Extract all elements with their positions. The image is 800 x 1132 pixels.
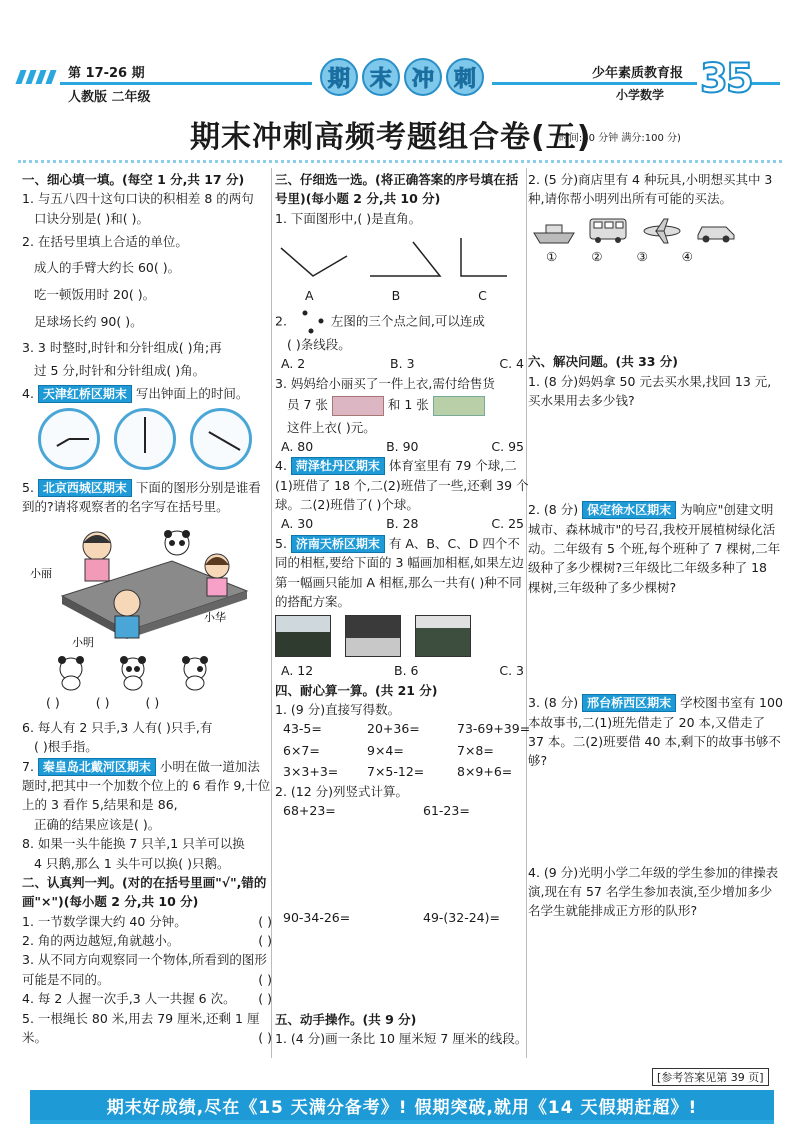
option-label: C <box>478 287 487 303</box>
choice[interactable]: C. 25 <box>491 516 524 532</box>
choice[interactable]: B. 6 <box>394 663 419 679</box>
question-text: 体育室里有 79 个球,二(1)班借了 18 个,二(2)班借了一些,还剩 39 个球。二(2)班借了( )个球。 <box>275 458 529 512</box>
page-number: 35 <box>700 56 752 102</box>
source-tag: 济南天桥区期末 <box>291 535 385 553</box>
vertical-calc-grid <box>283 801 530 928</box>
question-text: 5. 北京西城区期末 下面的图形分别是谁看到的?请将观察者的名字写在括号里。 <box>22 479 261 515</box>
clock-icon <box>190 408 252 470</box>
judge-item <box>22 950 272 989</box>
header-banner <box>312 58 492 98</box>
calc-item: 49-(32-24)= <box>423 910 500 926</box>
question-text: 和 1 张 <box>387 397 429 412</box>
choice[interactable]: C. 4 <box>499 356 524 372</box>
painting-images <box>275 615 530 657</box>
paper-name: 少年素质教育报 <box>592 66 684 81</box>
banner-char: 冲 <box>404 58 442 96</box>
work-space <box>528 266 783 352</box>
question-text: 3. 3 时整时,时针和分针组成( )角;再 <box>22 339 222 355</box>
option-label: A <box>305 287 314 303</box>
work-space <box>528 410 783 500</box>
clock-minute-hand <box>69 438 89 440</box>
calc-item: 7×5-12= <box>367 764 425 780</box>
question-text <box>275 395 530 416</box>
time-note: (时间:40 分钟 满分:100 分) <box>555 133 681 144</box>
panda-icon <box>180 655 210 691</box>
header-stripes <box>18 70 63 84</box>
source-tag: 秦皇岛北戴河区期末 <box>38 758 156 776</box>
painting-image <box>345 615 401 657</box>
question-text: ( )根手指。 <box>34 739 98 755</box>
judge-text: 4. 每 2 人握一次手,3 人一共握 6 次。 <box>22 991 236 1007</box>
question-text: 正确的结果应该是( )。 <box>34 816 161 832</box>
clock-minute-hand <box>221 438 241 451</box>
three-dots-figure <box>291 309 327 335</box>
question-text: 1. 与五八四十这句口诀的积相差 8 的两句 <box>22 191 254 207</box>
clock-hour-hand <box>56 438 69 447</box>
panda-icon <box>56 655 86 691</box>
observer-name: 小明 <box>72 635 94 649</box>
section-title: 三、仔细选一选。(将正确答案的序号填在括号里)(每小题 2 分,共 10 分) <box>275 172 519 207</box>
toy-label: ④ <box>681 248 693 264</box>
question-text: 1. (8 分)妈妈拿 50 元去买水果,找回 13 元,买水果用去多少钱? <box>528 373 772 408</box>
question-text: 4. (9 分)光明小学二年级的学生参加的律操表演,现在有 57 名学生参加表演,至少增加多少名学生就能排成正方形的队形? <box>528 864 779 919</box>
answer-blank[interactable]: ( ) <box>46 694 60 710</box>
judge-item <box>22 989 272 1008</box>
page-title: 期末冲刺高频考题组合卷(五) <box>190 120 592 155</box>
answer-blank[interactable]: ( ) <box>145 694 160 710</box>
question-text: 这件上衣( )元。 <box>287 419 376 435</box>
bus-icon <box>586 217 630 245</box>
column-left <box>22 170 272 1047</box>
question-text: 写出钟面上的时间。 <box>135 386 249 402</box>
source-tag: 保定徐水区期末 <box>582 501 676 519</box>
observer-name: 小丽 <box>30 566 52 580</box>
calc-item: 90-34-26= <box>283 910 351 926</box>
painting-image <box>415 615 471 657</box>
car-icon <box>694 217 738 245</box>
toy-label: ① <box>546 248 558 264</box>
toy-labels <box>546 247 783 266</box>
question-text: 1. 下面图形中,( )是直角。 <box>275 210 422 226</box>
question-text: 有 A、B、C、D 四个不同的相框,要给下面的 3 幅画加相框,如果左边第一幅画只能加 A 相框,那么一共有( )种不同的搭配方案。 <box>275 535 524 609</box>
edition: 人教版 二年级 <box>68 90 151 105</box>
question-text: 足球场长约 90( )。 <box>34 314 143 330</box>
section-title: 六、解决问题。(共 33 分) <box>528 354 679 370</box>
section-title: 五、动手操作。(共 9 分) <box>275 1011 417 1027</box>
banknote-icon <box>332 396 384 416</box>
judge-text: 5. 一根绳长 80 米,用去 79 厘米,还剩 1 厘米。 <box>22 1010 260 1045</box>
subject: 小学数学 <box>616 88 665 102</box>
question-text: 3. 妈妈给小丽买了一件上衣,需付给售货 <box>275 375 495 391</box>
option-label: B <box>391 287 401 303</box>
section-title: 一、细心填一填。(每空 1 分,共 17 分) <box>22 172 245 187</box>
clock-hour-hand <box>144 439 146 453</box>
calc-item: 68+23= <box>283 802 336 818</box>
question-text: 4 只鹅,那么 1 头牛可以换( )只鹅。 <box>34 855 230 871</box>
question-text <box>528 500 783 597</box>
answer-reference: [参考答案见第 39 页] <box>652 1068 769 1086</box>
question-text: 2. (12 分)列竖式计算。 <box>275 783 409 799</box>
calc-item: 8×9+6= <box>457 764 513 780</box>
choice[interactable]: B. 28 <box>386 516 419 532</box>
question-text: 成人的手臂大约长 60( )。 <box>34 259 181 275</box>
judge-text: 3. 从不同方向观察同一个物体,所看到的图形可能是不同的。 <box>22 952 267 987</box>
question-text: 2. 在括号里填上合适的单位。 <box>22 234 188 250</box>
section-title: 二、认真判一判。(对的在括号里画"√",错的画"×")(每小题 2 分,共 10 分) <box>22 874 267 910</box>
angle-figures <box>275 228 525 280</box>
question-text: 7. 秦皇岛北戴河区期末 小明在做一道加法题时,把其中一个加数个位上的 6 看作 9,十位上的 3 看作 5,结果和是 86, <box>22 758 271 813</box>
angle-labels <box>305 286 530 305</box>
choice[interactable]: B. 3 <box>390 356 415 372</box>
question-text: 过 5 分,时针和分针组成( )角。 <box>34 363 206 378</box>
column-middle <box>275 170 530 1048</box>
question-text: 5. 济南天桥区期末 有 A、B、C、D 四个不同的相框,要给下面的 3 幅画加相框,如果左边第一幅画只能加 A 相框,那么一共有( )种不同的搭配方案。 <box>275 535 524 609</box>
source-tag: 北京西城区期末 <box>38 479 132 497</box>
source-tag: 天津红桥区期末 <box>38 385 132 403</box>
footer-line <box>30 1120 774 1124</box>
answer-blank[interactable]: ( ) <box>258 971 272 987</box>
question-text: 下面的图形分别是谁看到的?请将观察者的名字写在括号里。 <box>22 479 261 515</box>
answer-parens <box>46 693 272 712</box>
work-space <box>528 771 783 863</box>
calc-item: 61-23= <box>423 802 470 818</box>
section-title: 四、耐心算一算。(共 21 分) <box>275 682 438 698</box>
header-line-left <box>60 82 312 85</box>
choice[interactable]: C. 3 <box>499 663 524 679</box>
column-right <box>528 170 783 921</box>
answer-blank[interactable]: ( ) <box>258 913 272 929</box>
question-number: 2. (8 分) <box>528 502 579 518</box>
choice[interactable]: A. 80 <box>281 438 314 454</box>
header-line-right <box>492 82 697 85</box>
question-number: 3. (8 分) <box>528 695 579 711</box>
clock-row <box>38 408 272 470</box>
toy-images <box>532 217 783 245</box>
choices <box>275 437 530 456</box>
choices <box>275 354 530 373</box>
clock-icon <box>114 408 176 470</box>
question-text: 为响应"创建文明城市、森林城市"的号召,我校开展植树绿化活动。二年级有 5 个班,每个班种了 7 棵树,二年级种了多少棵树?三年级比二年级多种了 18 棵树,三年级种了多少棵树? <box>528 502 781 595</box>
calc-item: 6×7= <box>283 742 320 758</box>
question-text: 1. (9 分)直接写得数。 <box>275 702 401 717</box>
choice[interactable]: A. 12 <box>281 663 314 679</box>
footer-banner: 期末好成绩,尽在《15 天满分备考》! 假期突破,就用《14 天假期赶超》! <box>30 1090 774 1120</box>
banner-char: 期 <box>320 58 358 96</box>
calc-item: 73-69+39= <box>457 721 531 737</box>
oral-calc-grid <box>283 719 530 781</box>
question-text: 左图的三个点之间,可以连成 <box>330 313 485 329</box>
observation-scene <box>22 521 272 651</box>
question-text: 小明在做一道加法题时,把其中一个加数个位上的 6 看作 9,十位上的 3 看作 5,结果和是 86, <box>22 758 271 813</box>
judge-item <box>22 931 272 950</box>
panda-icon <box>118 655 148 691</box>
question-text: 4. 天津红桥区期末 写出钟面上的时间。 <box>22 386 249 402</box>
clock-icon <box>38 408 100 470</box>
question-text <box>275 309 530 335</box>
judge-item <box>22 912 272 931</box>
observer-name: 小华 <box>204 610 226 624</box>
boat-icon <box>532 217 576 245</box>
choice[interactable]: B. 90 <box>386 438 419 454</box>
clock-minute-hand <box>144 417 146 439</box>
calc-item: 7×8= <box>457 742 494 758</box>
painting-image <box>275 615 331 657</box>
header-line-end <box>750 82 780 85</box>
toy-label: ③ <box>636 248 648 264</box>
issue-number: 第 17-26 期 <box>68 66 145 81</box>
question-text: 口诀分别是( )和( )。 <box>34 210 149 226</box>
clock-hour-hand <box>208 431 221 440</box>
calc-item: 9×4= <box>367 742 404 758</box>
choice[interactable]: A. 30 <box>281 516 314 532</box>
calc-item: 20+36= <box>367 721 420 737</box>
observation-scene-drawing <box>22 521 267 651</box>
question-text: 8. 如果一头牛能换 7 只羊,1 只羊可以换 <box>22 836 245 852</box>
judge-text: 2. 角的两边越短,角就越小。 <box>22 933 180 948</box>
question-text: 员 7 张 <box>287 397 328 412</box>
choices <box>275 514 530 533</box>
banknote-icon <box>433 396 485 416</box>
work-space <box>528 597 783 693</box>
question-text: 4. 菏泽牡丹区期末 体育室里有 79 个球,二(1)班借了 18 个,二(2)班借了一些,还剩 39 个球。二(2)班借了( )个球。 <box>275 458 529 512</box>
question-text: 1. (4 分)画一条比 10 厘米短 7 厘米的线段。 <box>275 1031 528 1046</box>
answer-blank[interactable]: ( ) <box>95 694 110 710</box>
question-text: 学校图书室有 100 本故事书,二(1)班先借走了 20 本,又借走了 37 本。二(2)班要借 40 本,剩下的故事书够不够? <box>528 695 783 769</box>
question-text <box>528 693 783 771</box>
toy-label: ② <box>591 248 603 264</box>
airplane-icon <box>640 217 684 245</box>
banner-char: 末 <box>362 58 400 96</box>
choice[interactable]: C. 95 <box>491 438 524 454</box>
dotted-divider <box>18 160 782 166</box>
calc-item: 43-5= <box>283 721 322 737</box>
judge-item <box>22 1009 272 1048</box>
answer-blank[interactable]: ( ) <box>258 991 272 1007</box>
question-text: 吃一顿饭用时 20( )。 <box>34 286 156 302</box>
choice[interactable]: A. 2 <box>281 356 306 372</box>
answer-blank[interactable]: ( ) <box>258 933 272 948</box>
panda-views <box>56 655 272 691</box>
question-number: 2. <box>275 313 287 329</box>
choices <box>275 661 530 680</box>
source-tag: 菏泽牡丹区期末 <box>291 457 385 475</box>
source-tag: 邢台桥西区期末 <box>582 694 676 712</box>
work-space <box>275 928 530 1010</box>
answer-blank[interactable]: ( ) <box>258 1029 272 1045</box>
calc-item: 3×3+3= <box>283 764 339 780</box>
question-text: 2. (5 分)商店里有 4 种玩具,小明想买其中 3 种,请你帮小明列出所有可能的买法。 <box>528 172 773 207</box>
banner-char: 刺 <box>446 58 484 96</box>
question-text: 6. 每人有 2 只手,3 人有( )只手,有 <box>22 719 213 735</box>
judge-text: 1. 一节数学课大约 40 分钟。 <box>22 913 187 929</box>
question-text: ( )条线段。 <box>287 336 351 352</box>
